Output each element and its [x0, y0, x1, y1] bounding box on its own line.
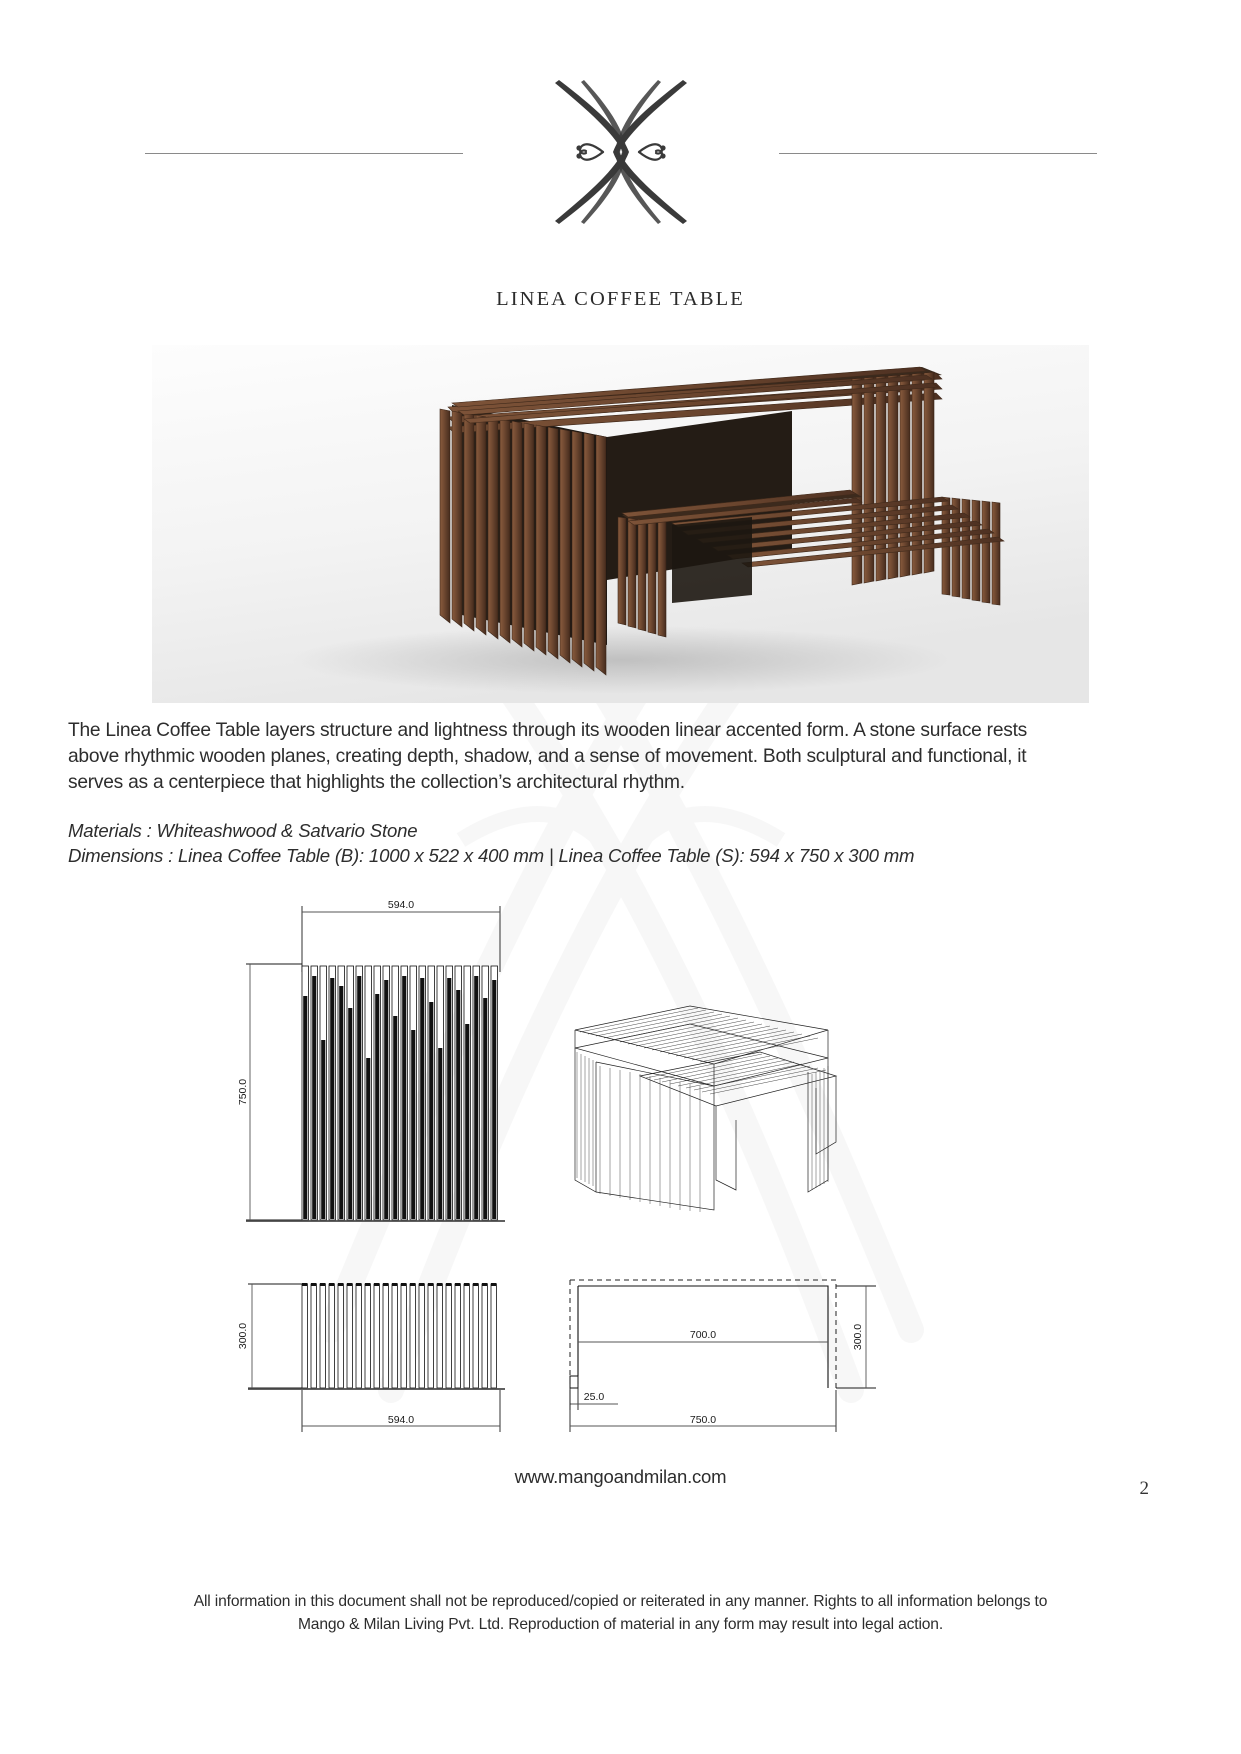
dim-section-inner-width: 700.0	[689, 1329, 717, 1341]
dim-side-height: 300.0	[237, 1322, 249, 1350]
header-rule-right	[779, 153, 1097, 154]
disclaimer	[0, 1590, 1241, 1636]
dim-section-width: 750.0	[689, 1414, 717, 1426]
product-specs	[68, 818, 1068, 868]
product-photo	[152, 345, 1089, 703]
brand-logo	[541, 78, 701, 228]
page-title: LINEA COFFEE TABLE	[496, 288, 745, 310]
dim-section-thickness: 25.0	[583, 1391, 605, 1403]
page-header	[0, 78, 1241, 228]
technical-drawings	[0, 880, 1241, 1440]
page-number: 2	[1139, 1478, 1149, 1499]
disclaimer-line-1: All information in this document shall not be reproduced/copied or reiterated in any manner. Rights to all information belongs to	[193, 1593, 1048, 1610]
disclaimer-line-2: Mango & Milan Living Pvt. Ltd. Reproduction of material in any form may result into legal action.	[297, 1616, 944, 1633]
product-description: The Linea Coffee Table layers structure and lightness through its wooden linear accented form. A stone surface rests above rhythmic wooden planes, creating depth, shadow, and a sense of movement. Both sculptural and functional, it serves as a centerpiece that highlights the collection’s architectural rhythm.	[68, 720, 1028, 793]
dim-front-width: 594.0	[387, 899, 415, 911]
website-url[interactable]: www.mangoandmilan.com	[514, 1466, 727, 1487]
dim-side-width: 594.0	[387, 1414, 415, 1426]
materials-line: Materials : Whiteashwood & Satvario Stone	[68, 820, 418, 841]
dim-section-height: 300.0	[852, 1323, 864, 1351]
dimensions-line: Dimensions : Linea Coffee Table (B): 1000 x 522 x 400 mm | Linea Coffee Table (S): 594 x 750 x 300 mm	[68, 845, 915, 866]
dim-front-height: 750.0	[237, 1078, 249, 1106]
header-rule-left	[145, 153, 463, 154]
ornate-x-monogram-icon	[541, 78, 701, 228]
